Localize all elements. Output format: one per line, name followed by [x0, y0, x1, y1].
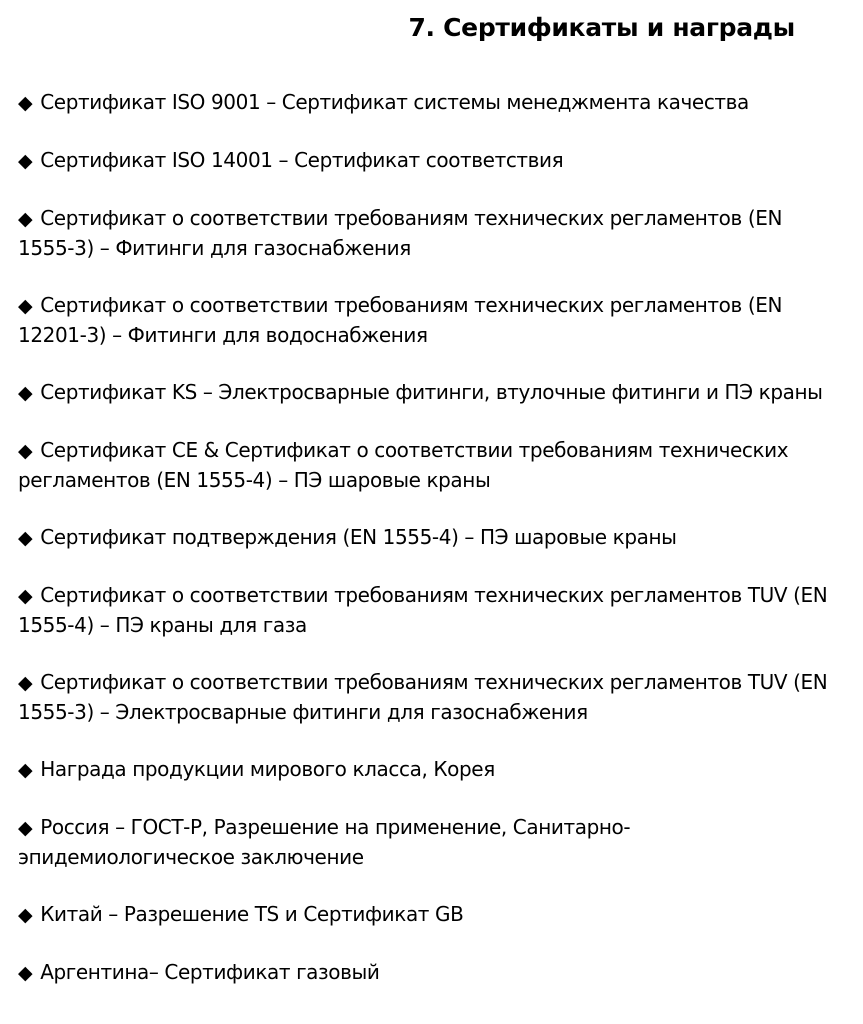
diamond-bullet-icon: ◆ [18, 440, 33, 462]
list-item [18, 813, 838, 872]
list-item-text: Награда продукции мирового класса, Корея [40, 757, 495, 781]
diamond-bullet-icon: ◆ [18, 150, 33, 172]
list-item-text: Сертификат о соответствии требованиям технических регламентов (EN 12201-3) – Фитинги для водоснабжения [18, 293, 783, 347]
list-item-text: Китай – Разрешение TS и Сертификат GB [40, 902, 464, 926]
list-item-text: Сертификат о соответствии требованиям технических регламентов (EN 1555-3) – Фитинги для газоснабжения [18, 206, 783, 260]
page-title: 7. Сертификаты и награды [408, 13, 795, 42]
diamond-bullet-icon: ◆ [18, 382, 33, 404]
diamond-bullet-icon: ◆ [18, 904, 33, 926]
diamond-bullet-icon: ◆ [18, 759, 33, 781]
list-item [18, 88, 838, 118]
list-item [18, 668, 838, 727]
list-item [18, 146, 838, 176]
diamond-bullet-icon: ◆ [18, 962, 33, 984]
list-item [18, 755, 838, 785]
list-item-text: Сертификат CE & Сертификат о соответствии требованиям технических регламентов (EN 1555-4) – ПЭ шаровые краны [18, 438, 789, 492]
list-item-text: Сертификат о соответствии требованиям технических регламентов TUV (EN 1555-4) – ПЭ краны для газа [18, 583, 828, 637]
diamond-bullet-icon: ◆ [18, 295, 33, 317]
list-item [18, 581, 838, 640]
list-item [18, 436, 838, 495]
list-item-text: Россия – ГОСТ-Р, Разрешение на применение, Санитарно-эпидемиологическое заключение [18, 815, 631, 869]
list-item-text: Сертификат о соответствии требованиям технических регламентов TUV (EN 1555-3) – Электросварные фитинги для газоснабжения [18, 670, 828, 724]
diamond-bullet-icon: ◆ [18, 92, 33, 114]
list-item-text: Сертификат подтверждения (EN 1555-4) – ПЭ шаровые краны [40, 525, 677, 549]
list-item [18, 523, 838, 553]
certificate-list [18, 88, 838, 1016]
diamond-bullet-icon: ◆ [18, 208, 33, 230]
list-item [18, 378, 838, 408]
list-item-text: Сертификат KS – Электросварные фитинги, втулочные фитинги и ПЭ краны [40, 380, 823, 404]
diamond-bullet-icon: ◆ [18, 527, 33, 549]
list-item-text: Аргентина– Сертификат газовый [40, 960, 380, 984]
list-item [18, 958, 838, 988]
list-item [18, 900, 838, 930]
diamond-bullet-icon: ◆ [18, 672, 33, 694]
diamond-bullet-icon: ◆ [18, 585, 33, 607]
list-item [18, 291, 838, 350]
diamond-bullet-icon: ◆ [18, 817, 33, 839]
list-item-text: Сертификат ISO 9001 – Сертификат системы менеджмента качества [40, 90, 749, 114]
list-item-text: Сертификат ISO 14001 – Сертификат соответствия [40, 148, 564, 172]
list-item [18, 204, 838, 263]
